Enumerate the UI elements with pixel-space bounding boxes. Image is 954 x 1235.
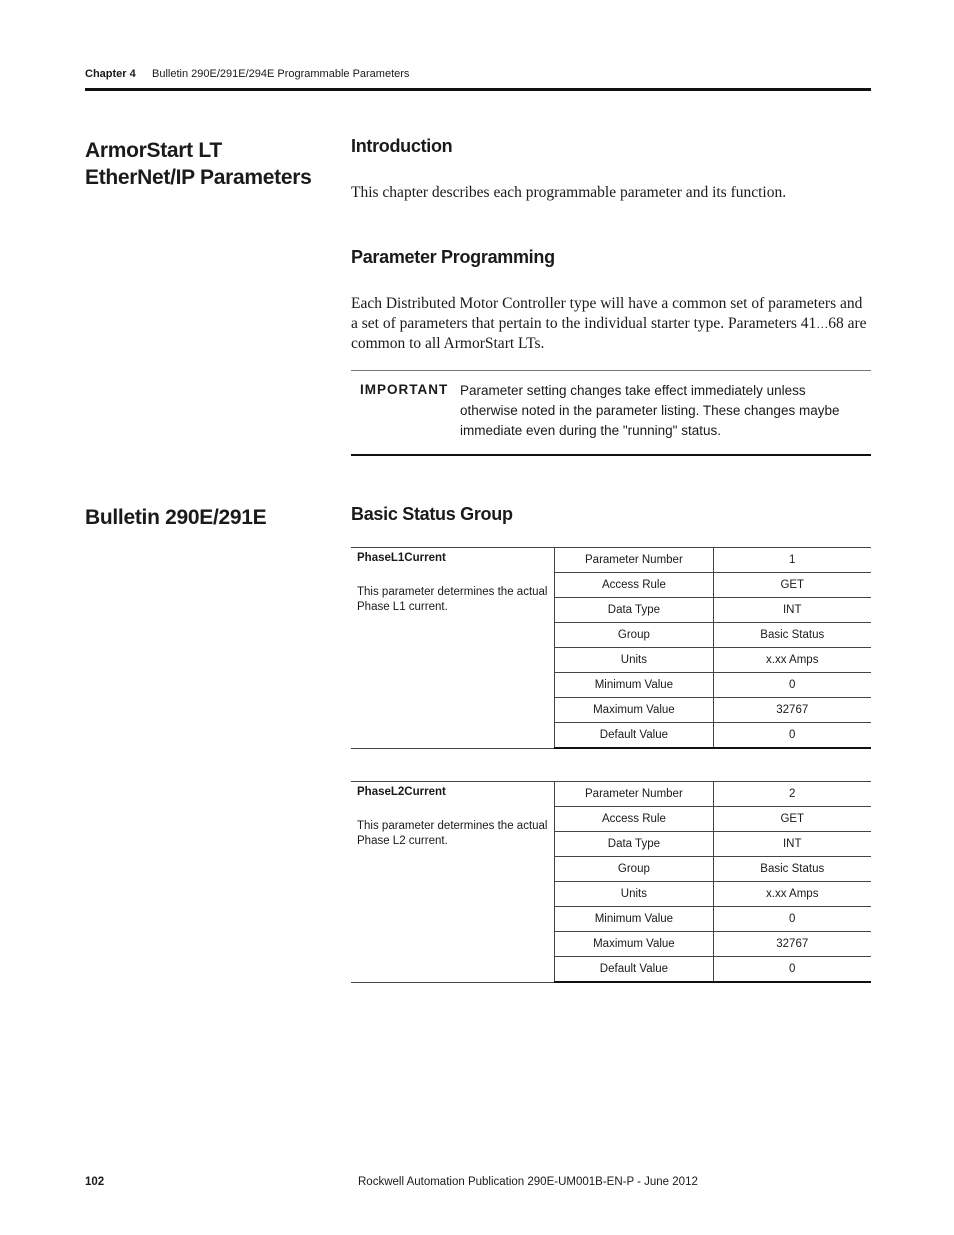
- publication-info: Rockwell Automation Publication 290E-UM001B-EN-P - June 2012: [358, 1176, 698, 1188]
- parameter-description: This parameter determines the actual Phase L2 current.: [357, 820, 548, 847]
- attribute-label: Group: [555, 857, 713, 882]
- programming-paragraph: [351, 294, 871, 354]
- attribute-label: Default Value: [555, 957, 713, 983]
- attribute-label: Units: [555, 648, 713, 673]
- attribute-value: 32767: [713, 932, 871, 957]
- attribute-value: GET: [713, 573, 871, 598]
- attribute-label: Data Type: [555, 832, 713, 857]
- attribute-label: Maximum Value: [555, 698, 713, 723]
- programming-text-part1: Each Distributed Motor Controller type will have a common set of parameters and a set of parameters that pertain to the individual starter type. Parameters 41: [351, 295, 863, 332]
- parameter-name: PhaseL1Current: [357, 552, 446, 564]
- attribute-value: 0: [713, 957, 871, 983]
- parameter-description-cell: [351, 548, 555, 749]
- attribute-value: 1: [713, 548, 871, 573]
- parameter-name: PhaseL2Current: [357, 786, 446, 798]
- parameter-description-cell: [351, 782, 555, 983]
- table-row: [351, 782, 871, 807]
- parameter-description: This parameter determines the actual Phase L1 current.: [357, 586, 548, 613]
- header-title: Bulletin 290E/291E/294E Programmable Parameters: [152, 68, 410, 80]
- parameter-table-phasel1current: [351, 547, 871, 749]
- page-number: 102: [85, 1176, 105, 1188]
- important-note: [351, 370, 871, 456]
- range-ellipsis: …: [816, 317, 829, 331]
- attribute-label: Default Value: [555, 723, 713, 749]
- attribute-value: Basic Status: [713, 857, 871, 882]
- attribute-value: 0: [713, 673, 871, 698]
- attribute-label: Parameter Number: [555, 548, 713, 573]
- attribute-value: Basic Status: [713, 623, 871, 648]
- important-text: Parameter setting changes take effect immediately unless otherwise noted in the parameter listing. These changes maybe immediate even during the "running" status.: [460, 383, 840, 438]
- section-title-armorstart: ArmorStart LT EtherNet/IP Parameters: [85, 139, 312, 189]
- header-rule: [85, 88, 871, 91]
- parameter-table-phasel2current: [351, 781, 871, 983]
- programming-text-part2: 68 are common to all ArmorStart LTs.: [351, 315, 867, 352]
- attribute-label: Minimum Value: [555, 907, 713, 932]
- table-row: [351, 548, 871, 573]
- attribute-label: Data Type: [555, 598, 713, 623]
- attribute-label: Group: [555, 623, 713, 648]
- attribute-label: Access Rule: [555, 807, 713, 832]
- heading-introduction: Introduction: [351, 136, 453, 156]
- intro-paragraph: This chapter describes each programmable parameter and its function.: [351, 184, 787, 201]
- attribute-value: INT: [713, 598, 871, 623]
- attribute-value: 2: [713, 782, 871, 807]
- attribute-label: Units: [555, 882, 713, 907]
- attribute-value: x.xx Amps: [713, 648, 871, 673]
- header-chapter: Chapter 4: [85, 68, 136, 80]
- section-title-bulletin: Bulletin 290E/291E: [85, 506, 267, 529]
- attribute-label: Minimum Value: [555, 673, 713, 698]
- attribute-value: 0: [713, 907, 871, 932]
- attribute-value: 32767: [713, 698, 871, 723]
- attribute-value: INT: [713, 832, 871, 857]
- heading-basic-status-group: Basic Status Group: [351, 504, 513, 524]
- attribute-label: Maximum Value: [555, 932, 713, 957]
- attribute-label: Parameter Number: [555, 782, 713, 807]
- attribute-label: Access Rule: [555, 573, 713, 598]
- attribute-value: GET: [713, 807, 871, 832]
- attribute-value: 0: [713, 723, 871, 749]
- important-label: IMPORTANT: [360, 382, 449, 397]
- attribute-value: x.xx Amps: [713, 882, 871, 907]
- heading-parameter-programming: Parameter Programming: [351, 247, 555, 267]
